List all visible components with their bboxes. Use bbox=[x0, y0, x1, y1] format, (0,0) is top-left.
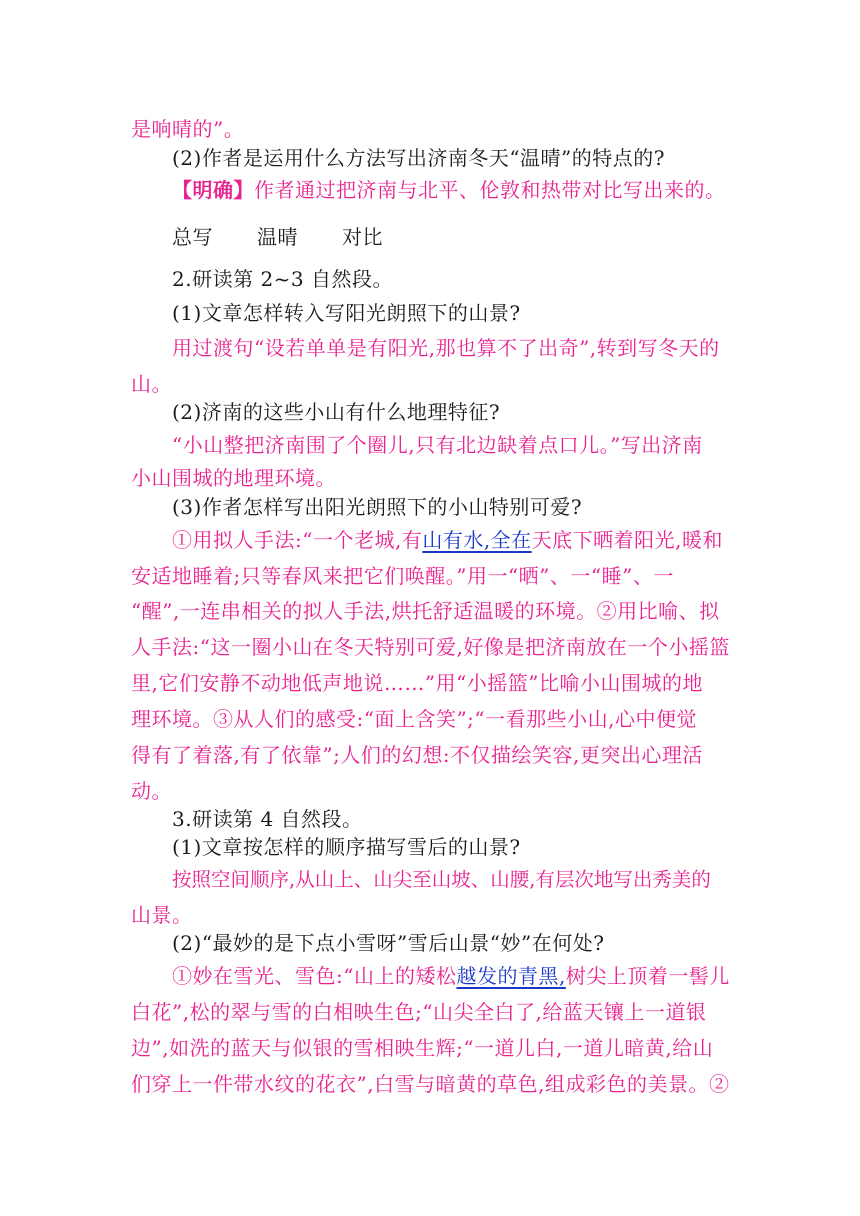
answer-line bbox=[172, 962, 730, 990]
keyword-wenqing: 温晴 bbox=[257, 225, 298, 249]
underlined-phrase: 山有水,全在 bbox=[422, 528, 532, 552]
answer-line: 按照空间顺序,从山上、山尖至山坡、山腰,有层次地写出秀美的 bbox=[172, 868, 711, 891]
answer-line: 用过渡句“设若单单是有阳光,那也算不了出奇”,转到写冬天的 bbox=[172, 336, 720, 360]
answer-line: 们穿上一件带水纹的花衣”,白雪与暗黄的草色,组成彩色的美景。② bbox=[131, 1072, 730, 1096]
answer-line: 山景。 bbox=[131, 903, 193, 927]
answer-line: 白花”,松的翠与雪的白相映生色;“山尖全白了,给蓝天镶上一道银 bbox=[131, 1000, 707, 1024]
answer-line: 理环境。③从人们的感受:“面上含笑”;“一看那些小山,心中便觉 bbox=[131, 707, 698, 731]
answer-line: 动。 bbox=[131, 779, 172, 803]
answer-line: 安适地睡着;只等春风来把它们唤醒。”用一“晒”、一“睡”、一 bbox=[131, 564, 674, 588]
question-3-2: (2)“最妙的是下点小雪呀”雪后山景“妙”在何处? bbox=[172, 931, 605, 955]
answer-line: “醒”,一连串相关的拟人手法,烘托舒适温暖的环境。②用比喻、拟 bbox=[131, 599, 720, 623]
answer-line: 得有了着落,有了依靠”;人们的幻想:不仅描绘笑容,更突出心理活 bbox=[131, 743, 703, 767]
keyword-zongxie: 总写 bbox=[172, 225, 213, 249]
answer-line bbox=[172, 176, 726, 204]
answer-line: 山。 bbox=[131, 372, 172, 396]
question-2-1: (1)文章怎样转入写阳光朗照下的山景? bbox=[172, 301, 521, 325]
answer-line: 人手法:“这一圈小山在冬天特别可爱,好像是把济南放在一个小摇篮 bbox=[131, 635, 730, 659]
answer-line bbox=[172, 526, 723, 554]
keyword-duibi: 对比 bbox=[342, 225, 383, 249]
mingque-tag: 【明确】 bbox=[172, 178, 254, 202]
answer-line: 里,它们安静不动地低声地说……”用“小摇篮”比喻小山围城的地 bbox=[131, 671, 704, 695]
question-2-3: (3)作者怎样写出阳光朗照下的小山特别可爱? bbox=[172, 495, 583, 519]
question-2-2: (2)济南的这些小山有什么地理特征? bbox=[172, 400, 501, 424]
question-2: (2)作者是运用什么方法写出济南冬天“温晴”的特点的? bbox=[172, 146, 666, 170]
answer-line: 边”,如洗的蓝天与似银的雪相映生辉;“一道儿白,一道儿暗黄,给山 bbox=[131, 1036, 714, 1060]
answer-segment: ①用拟人手法:“一个老城,有 bbox=[172, 528, 423, 552]
section-heading-3: 3.研读第 4 自然段。 bbox=[172, 807, 363, 831]
answer-line: 小山围城的地理环境。 bbox=[131, 466, 336, 490]
answer-line: “小山整把济南围了个圈儿,只有北边缺着点口儿。”写出济南 bbox=[172, 433, 703, 457]
underlined-phrase: 越发的青黑, bbox=[456, 964, 566, 988]
answer-segment: ①妙在雪光、雪色:“山上的矮松 bbox=[172, 964, 457, 988]
answer-segment: 树尖上顶着一髻儿 bbox=[565, 964, 730, 988]
answer-segment: 天底下晒着阳光,暖和 bbox=[531, 528, 724, 552]
paragraph-line: 是响晴的”。 bbox=[131, 117, 245, 141]
answer-text: 作者通过把济南与北平、伦敦和热带对比写出来的。 bbox=[254, 178, 726, 202]
section-heading-2: 2.研读第 2~3 自然段。 bbox=[172, 267, 394, 291]
keyword-row bbox=[172, 223, 383, 251]
question-3-1: (1)文章按怎样的顺序描写雪后的山景? bbox=[172, 835, 521, 859]
